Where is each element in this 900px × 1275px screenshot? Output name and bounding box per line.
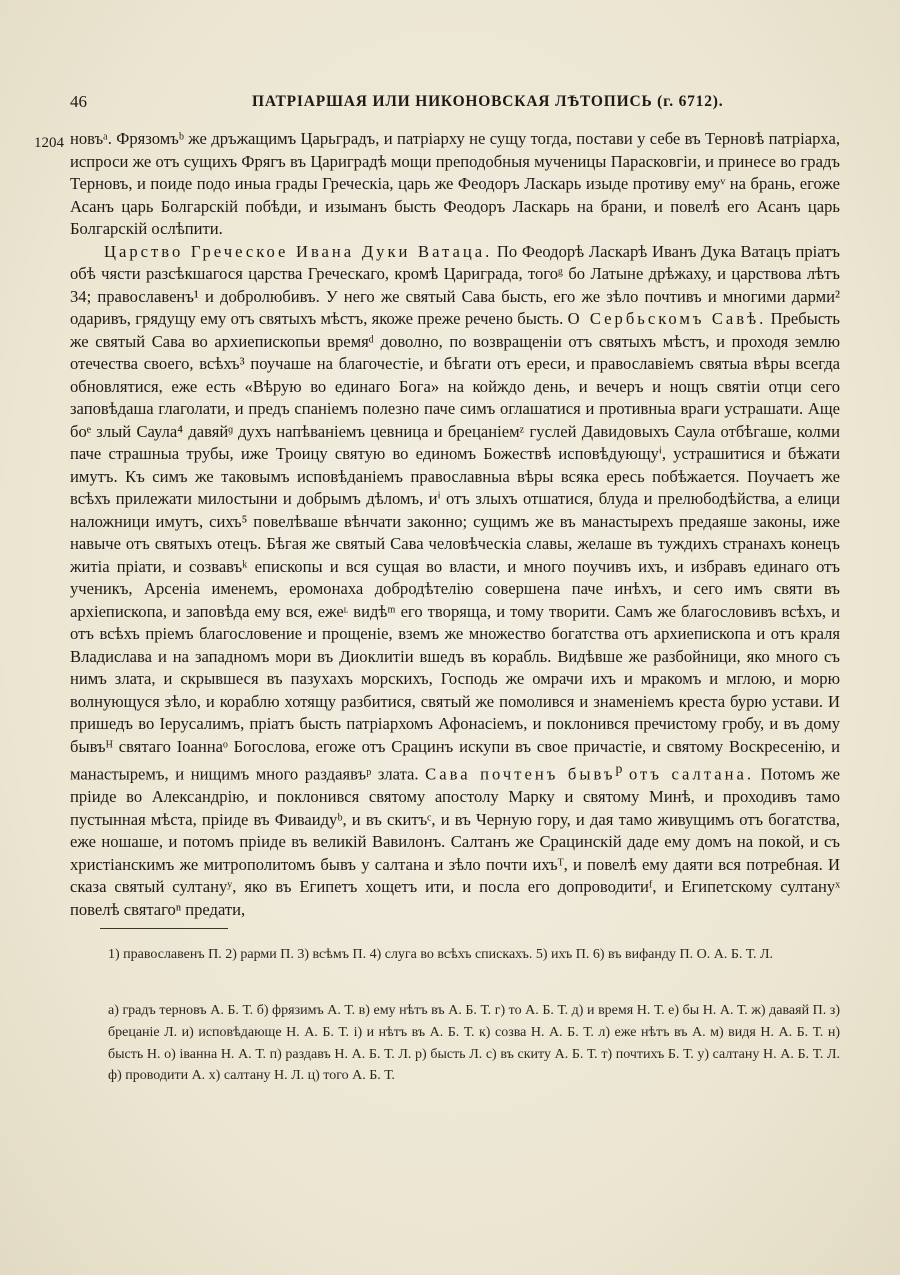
paragraph-2 bbox=[70, 241, 840, 922]
paragraph-1: новъᵃ. Фрязомъᵇ же дръжащимъ Царьградъ, и патріарху не сущу тогда, постави у себе въ Терновѣ патріарха, испроси же отъ сущихъ Фрягъ въ Цариградѣ мощи преподобныя мученицы Парасковгіи, и принесе во градъ Терновъ, и поиде подо иныа грады Греческіа, царь же Феодоръ Ласкарь изыде противу емуᵛ на брань, егоже Асанъ царь Болгарскій побѣди, и изыманъ бысть Феодоръ Ласкарь на брани, и повелѣ его Асанъ царь Болгарскій ослѣпити. bbox=[70, 129, 840, 238]
paragraph-2-text-1: По Феодорѣ Ласкарѣ Иванъ Дука Ватацъ пріатъ обѣ чясти разсѣкшагося царства Греческаго, кромѣ Цариграда, тогоᵍ бо Латыне дрѣжаху, и царствова лѣтъ 34; православенъ¹ и добролюбивъ. У него же святый Сава бысть, его же зѣло почтивъ и многими дарми² одаривъ, грядущу ему отъ святыхъ мѣстъ, якоже преже речено бысть. bbox=[70, 241, 840, 328]
section-heading-sava-honored: Сава почтенъ бывъ bbox=[425, 764, 616, 784]
page-header bbox=[70, 92, 840, 118]
running-title: ПАТРІАРШАЯ ИЛИ НИКОНОВСКАЯ ЛѢТОПИСЬ (г. 6712). bbox=[252, 93, 724, 110]
footnotes-numeric-text: 1) православенъ П. 2) рарми П. 3) всѣмъ П. 4) слуга во всѣхъ спискахъ. 5) ихъ П. 6) въ вифанду П. О. А. Б. Т. Л. bbox=[108, 947, 774, 962]
footnotes-numeric bbox=[108, 944, 840, 966]
footnote-divider bbox=[100, 928, 228, 929]
section-heading-sava: О Сербьскомъ Савѣ. bbox=[567, 309, 767, 328]
section-heading-sultan: отъ салтана. bbox=[628, 764, 755, 784]
paragraph-2-text-3: Потомъ же пріиде во Александрію, и поклонився святому апостолу Марку и святому Минѣ, и проходивъ тамо пустынная мѣста, пріиде въ Фиваидуᵇ, и въ скитъᶜ, и въ Черную гору, и дая тамо живущимъ отъ богатства, еже ношаше, и потомъ пріиде въ великій Вавилонъ. Салтанъ же Срацинскій даде ему домъ на покой, и съ христіанскимъ же митрополитомъ бывъ у салтана и зѣло почти ихъᵀ, и повелѣ ему даяти вся потребная. И сказа святый султануʸ, яко въ Египетъ хощетъ ити, и посла его допроводитиᶠ, и Египетскому султануˣ повелѣ святагоⁿ предати, bbox=[70, 764, 840, 919]
sava-honored-footnote-mark: р bbox=[615, 761, 623, 776]
margin-year: 1204 bbox=[34, 135, 64, 151]
paragraph-2-text-2: Пребысть же святый Сава во архиепископьи времяᵈ доволно, по возвращеніи отъ святыхъ мѣстъ, и проходя землю отечества своего, всѣхъ³ поучаше на благочестіе, и бѣгати отъ ереси, и православіемъ святыа вѣры всегда обновлятися, еже есть «Вѣрую во единаго Бога» на койждо день, и вечеръ и нощъ святіи отци сего заповѣдаша глаголати, и предъ спаніемъ полезно паче симъ оглашатися и противныа враги устрашати. Аще боᵉ злый Саула⁴ давяйᶢ духъ напѣваніемъ цевница и брецаніемᶻ гуслей Давидовыхъ Саула отбѣгаше, колми паче страшныа трубы, иже Троицу святую во единомъ Божествѣ исповѣдующуⁱ, устрашитися и бѣжати имутъ. Къ симъ же таковымъ исповѣданіемъ православныа вѣры всяка ересь побѣжается. Поучаетъ же всѣхъ прилежати милостыни и добрымъ дѣломъ, иⁱ отъ злыхъ отшатися, блуда и прелюбодѣйства, а елици наложници имутъ, сихъ⁵ повелѣваше вѣнчати законно; сущимъ же въ манастырехъ предаяше законы, иже навыче отъ святыхъ отецъ. Бѣгая же святый Сава человѣческіа славы, желаше въ туждихъ странахъ конецъ житіа пріати, и созвавъᵏ епископы и вся сущая во власти, и много поучивъ ихъ, и избравъ единаго отъ ученикъ, Арсеніа именемъ, еромонаха добродѣтелію совершена паче инѣхъ, и сего имъ святи въ архіепископа, и заповѣда ему вся, ежеᶫ видѣᵐ его творяща, и тому творити. Самъ же благословивъ всѣхъ, и отъ всѣхъ пріемъ благословение и прощеніе, вземъ же множество богатства отъ архиепископа и отъ краля Владислава и на западномъ мори въ Диоклитіи вшедъ въ корабль. Видѣвше же разбойници, яко много съ нимъ злата, и скрывшеся въ пазухахъ морскихъ, Господь же омрачи ихъ и мракомъ и мглою, и морю волнующуся зѣло, и кораблю хотящу разбитися, святый же помолився и знаменіемъ креста бурю устави. И пришедъ во Іерусалимъ, пріатъ бысть патріархомъ Афонасіемъ, и поклонився пречистому гробу, и въ дому бывъᴴ святаго Іоаннаᵒ Богослова, егоже отъ Срацинъ искупи въ свое причастіе, и святому Воскресенію, и манастыремъ, и нищимъ много раздаявъᵖ злата. bbox=[70, 309, 841, 784]
main-text bbox=[70, 128, 840, 921]
footnotes-alphabetic bbox=[108, 1000, 840, 1087]
section-heading-vatatzes: Царство Греческое Ивана Дуки Ватаца. bbox=[104, 241, 493, 261]
footnotes-alphabetic-text: а) градъ терновъ А. Б. Т. б) фрязимъ А. Т. в) ему нѣтъ въ А. Б. Т. г) то А. Б. Т. д) и время Н. Т. е) бы Н. А. Т. ж) даваяй П. з) брецаніе Л. и) исповѣдающе Н. А. Б. Т. і) и нѣтъ въ А. Б. Т. к) созва Н. А. Б. Т. л) еже нѣтъ въ А. м) видя Н. А. Б. Т. н) бысть Н. о) іванна Н. А. Т. п) раздавъ Н. А. Б. Т. Л. р) бысть Л. с) въ скиту А. Б. Т. т) почтихъ Б. Т. у) салтану Н. А. Б. Т. Л. ф) проводити А. х) салтану Н. Л. ц) того А. Б. Т. bbox=[108, 1003, 840, 1084]
page-number: 46 bbox=[70, 92, 87, 111]
